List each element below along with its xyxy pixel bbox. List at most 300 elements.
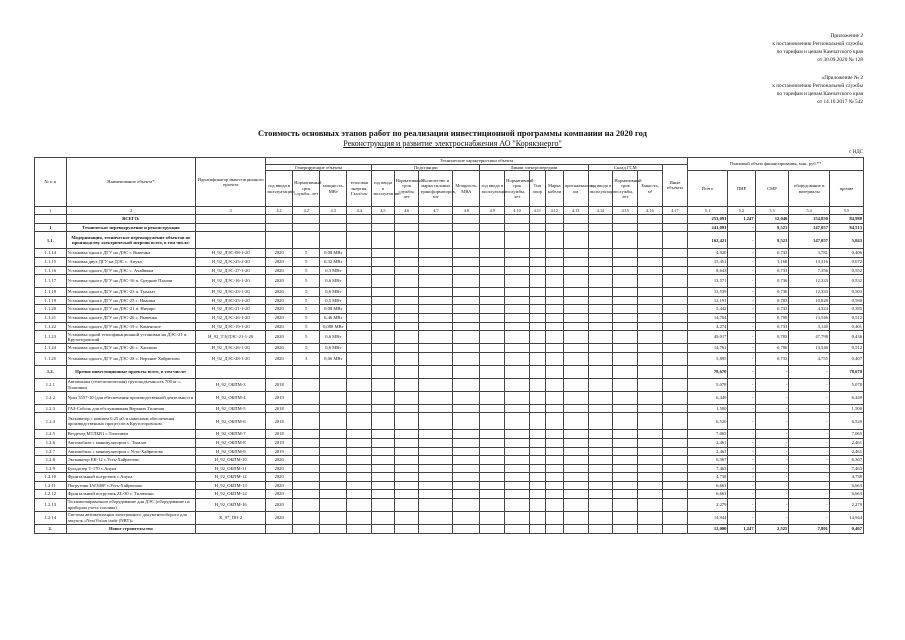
empty-cell	[545, 490, 563, 499]
empty-cell	[529, 525, 545, 534]
finance-value: -	[789, 413, 830, 430]
empty-cell	[419, 313, 453, 322]
finance-value: 4,755	[789, 352, 830, 365]
finance-value: -	[789, 473, 830, 482]
row-number: 1.2.9	[35, 464, 67, 473]
empty-cell	[613, 438, 638, 447]
row-service-life	[293, 223, 320, 232]
column-number: 4.3	[320, 207, 347, 215]
empty-cell	[529, 331, 545, 344]
empty-cell	[505, 438, 530, 447]
empty-cell	[419, 464, 453, 473]
row-service-life	[293, 413, 320, 430]
empty-cell	[453, 490, 480, 499]
empty-cell	[613, 313, 638, 322]
table-row	[35, 499, 864, 512]
finance-value: 0,783	[755, 331, 789, 344]
row-capacity: 0,46 МВт	[320, 313, 347, 322]
finance-value: -	[728, 331, 755, 344]
col-sub-header: протяженность, км	[563, 171, 588, 207]
row-identifier: H_92_ДЭС-25-2-20	[196, 257, 266, 266]
empty-cell	[419, 257, 453, 266]
finance-value: 9,521	[755, 232, 789, 249]
row-name: Фронтальный погрузчик с.Апука	[66, 473, 196, 482]
empty-cell	[529, 512, 545, 525]
table-row	[35, 512, 864, 525]
empty-cell	[529, 456, 545, 465]
empty-cell	[419, 430, 453, 439]
empty-cell	[638, 391, 663, 404]
empty-cell	[662, 512, 687, 525]
empty-cell	[394, 430, 419, 439]
col-sub-header: Всего	[687, 171, 728, 207]
column-number: 5.5	[829, 207, 863, 215]
empty-cell	[347, 322, 372, 331]
empty-cell	[372, 512, 395, 525]
row-capacity: 0,088 МВт	[320, 322, 347, 331]
row-name: Прочие инвестиционные проекты всего, в том числе:	[66, 365, 196, 378]
empty-cell	[394, 322, 419, 331]
column-number: 4.6	[394, 207, 419, 215]
empty-cell	[545, 499, 563, 512]
empty-cell	[394, 344, 419, 353]
empty-cell	[419, 275, 453, 288]
empty-cell	[529, 275, 545, 288]
column-number: 4.7	[419, 207, 453, 215]
header-line: «Приложение № 2	[821, 75, 863, 81]
finance-value: 0,783	[755, 296, 789, 305]
finance-value: -	[755, 391, 789, 404]
finance-value: 14,944	[829, 512, 863, 525]
column-number: 4.4	[347, 207, 372, 215]
col-header-num: № п п	[35, 158, 67, 207]
empty-cell	[505, 365, 530, 378]
column-number: 4.5	[372, 207, 395, 215]
header-line: от 14.10.2017 № 542	[817, 99, 863, 105]
row-capacity	[320, 404, 347, 413]
finance-value: 154,850	[789, 215, 830, 224]
header-line: по тарифам и ценам Камчатского края	[776, 49, 863, 55]
empty-cell	[505, 430, 530, 439]
row-service-life: 5	[293, 249, 320, 258]
empty-cell	[613, 296, 638, 305]
row-service-life	[293, 481, 320, 490]
row-year: 2020	[266, 473, 293, 482]
empty-cell	[453, 391, 480, 404]
empty-cell	[545, 305, 563, 314]
row-identifier	[196, 223, 266, 232]
empty-cell	[453, 322, 480, 331]
empty-cell	[453, 313, 480, 322]
empty-cell	[588, 512, 613, 525]
col-header-id: Идентификатор инвестиционного проекта	[196, 158, 266, 207]
empty-cell	[453, 447, 480, 456]
finance-value: 0,406	[829, 249, 863, 258]
empty-cell	[347, 223, 372, 232]
empty-cell	[545, 473, 563, 482]
row-identifier: H_92_ОБПМ-4	[196, 391, 266, 404]
empty-cell	[545, 464, 563, 473]
row-service-life	[293, 438, 320, 447]
row-capacity: 0,32 МВт	[320, 257, 347, 266]
empty-cell	[588, 365, 613, 378]
empty-cell	[419, 223, 453, 232]
empty-cell	[480, 288, 505, 297]
finance-value: -	[789, 438, 830, 447]
row-identifier	[196, 215, 266, 224]
row-year: 2020	[266, 305, 293, 314]
empty-cell	[588, 344, 613, 353]
empty-cell	[638, 413, 663, 430]
empty-cell	[372, 275, 395, 288]
empty-cell	[419, 322, 453, 331]
empty-cell	[613, 456, 638, 465]
finance-value: 1,168	[755, 257, 789, 266]
finance-value: 10,828	[789, 296, 830, 305]
empty-cell	[638, 481, 663, 490]
empty-cell	[480, 512, 505, 525]
empty-cell	[419, 481, 453, 490]
finance-value: 7,801	[789, 525, 830, 534]
row-year: 2020	[266, 352, 293, 365]
finance-value: -	[728, 275, 755, 288]
empty-cell	[588, 352, 613, 365]
finance-value: 13,571	[687, 275, 728, 288]
finance-value: -	[789, 378, 830, 391]
empty-cell	[662, 365, 687, 378]
empty-cell	[588, 305, 613, 314]
finance-value: 0,407	[829, 352, 863, 365]
empty-cell	[505, 296, 530, 305]
row-identifier	[196, 365, 266, 378]
empty-cell	[453, 215, 480, 224]
finance-value: 12,000	[687, 525, 728, 534]
empty-cell	[638, 365, 663, 378]
empty-cell	[613, 344, 638, 353]
row-year: 2020	[266, 313, 293, 322]
empty-cell	[662, 313, 687, 322]
table-row	[35, 481, 864, 490]
empty-cell	[529, 413, 545, 430]
row-identifier	[196, 232, 266, 249]
empty-cell	[453, 499, 480, 512]
row-number: 1.2.8	[35, 456, 67, 465]
table-row	[35, 352, 864, 365]
empty-cell	[662, 331, 687, 344]
row-capacity	[320, 232, 347, 249]
table-row	[35, 266, 864, 275]
section-row	[35, 525, 864, 534]
empty-cell	[453, 266, 480, 275]
empty-cell	[372, 430, 395, 439]
empty-cell	[419, 378, 453, 391]
empty-cell	[394, 438, 419, 447]
empty-cell	[505, 249, 530, 258]
empty-cell	[613, 378, 638, 391]
col-header-gen: Генерирующие объекты	[266, 164, 372, 171]
empty-cell	[545, 296, 563, 305]
empty-cell	[419, 499, 453, 512]
empty-cell	[394, 525, 419, 534]
empty-cell	[613, 391, 638, 404]
empty-cell	[347, 378, 372, 391]
row-identifier: H_92_ДЭС-21-1-20	[196, 305, 266, 314]
empty-cell	[480, 232, 505, 249]
finance-value: -	[728, 499, 755, 512]
empty-cell	[347, 266, 372, 275]
empty-cell	[480, 456, 505, 465]
empty-cell	[613, 512, 638, 525]
row-service-life: 5	[293, 322, 320, 331]
finance-value: -	[789, 464, 830, 473]
finance-value: 49,017	[687, 331, 728, 344]
empty-cell	[505, 378, 530, 391]
empty-cell	[545, 438, 563, 447]
row-number: 1.1.23	[35, 331, 67, 344]
empty-cell	[662, 404, 687, 413]
row-service-life	[293, 365, 320, 378]
empty-cell	[529, 266, 545, 275]
finance-value: -	[789, 499, 830, 512]
row-name: Установка одного ДГУ на ДЭС-23 п. Тымлат	[66, 288, 196, 297]
row-service-life	[293, 464, 320, 473]
empty-cell	[563, 378, 588, 391]
finance-value: 0,467	[829, 525, 863, 534]
empty-cell	[588, 430, 613, 439]
empty-cell	[563, 257, 588, 266]
empty-cell	[453, 275, 480, 288]
finance-value: 6,663	[687, 481, 728, 490]
empty-cell	[563, 490, 588, 499]
empty-cell	[505, 490, 530, 499]
row-number: 1.1.15	[35, 257, 67, 266]
empty-cell	[529, 490, 545, 499]
empty-cell	[638, 352, 663, 365]
empty-cell	[638, 223, 663, 232]
row-number: 1.1.22	[35, 322, 67, 331]
row-identifier: H_92_ОБПМ-9	[196, 447, 266, 456]
empty-cell	[588, 447, 613, 456]
finance-value: -	[728, 430, 755, 439]
finance-value: 7,463	[829, 464, 863, 473]
table-row	[35, 249, 864, 258]
empty-cell	[453, 232, 480, 249]
empty-cell	[563, 447, 588, 456]
empty-cell	[563, 296, 588, 305]
empty-cell	[480, 352, 505, 365]
empty-cell	[372, 391, 395, 404]
row-year: 2020	[266, 490, 293, 499]
row-year: 2018	[266, 378, 293, 391]
empty-cell	[505, 512, 530, 525]
empty-cell	[505, 331, 530, 344]
empty-cell	[545, 456, 563, 465]
empty-cell	[419, 365, 453, 378]
header-line: по тарифам и ценам Камчатского края	[776, 91, 863, 97]
col-sub-header: Нормативный срок службы, лет	[505, 171, 530, 207]
empty-cell	[529, 464, 545, 473]
finance-value: 3,781	[789, 249, 830, 258]
row-year: 2020	[266, 331, 293, 344]
row-identifier: H_92_ДЭС-25-1-20	[196, 296, 266, 305]
empty-cell	[394, 257, 419, 266]
empty-cell	[529, 288, 545, 297]
row-identifier: H_92_ДЭС-23-1-20	[196, 288, 266, 297]
row-name: Установка одной теплофикационной установки на ДЭС-21 п. Крутогоровский	[66, 331, 196, 344]
empty-cell	[529, 223, 545, 232]
empty-cell	[347, 331, 372, 344]
empty-cell	[480, 413, 505, 430]
empty-cell	[545, 365, 563, 378]
empty-cell	[529, 499, 545, 512]
empty-cell	[419, 512, 453, 525]
empty-cell	[347, 525, 372, 534]
row-identifier: H_92_ТЭ/ДЭС-21-1-20	[196, 331, 266, 344]
empty-cell	[563, 266, 588, 275]
empty-cell	[638, 499, 663, 512]
empty-cell	[505, 232, 530, 249]
row-number: 1.1.16	[35, 266, 67, 275]
empty-cell	[372, 249, 395, 258]
table-row	[35, 322, 864, 331]
empty-cell	[613, 352, 638, 365]
finance-value: 14,944	[687, 512, 728, 525]
row-service-life	[293, 456, 320, 465]
empty-cell	[638, 275, 663, 288]
row-identifier: H_92_ДЭС-26-1-20	[196, 313, 266, 322]
finance-value: -	[789, 447, 830, 456]
empty-cell	[372, 464, 395, 473]
table-row	[35, 344, 864, 353]
empty-cell	[613, 430, 638, 439]
row-capacity	[320, 525, 347, 534]
finance-value: 4,738	[829, 473, 863, 482]
finance-value: -	[728, 391, 755, 404]
empty-cell	[419, 352, 453, 365]
finance-value: -	[728, 288, 755, 297]
empty-cell	[505, 223, 530, 232]
section-row	[35, 232, 864, 249]
row-year: 2018	[266, 404, 293, 413]
empty-cell	[563, 322, 588, 331]
empty-cell	[563, 499, 588, 512]
empty-cell	[662, 391, 687, 404]
empty-cell	[638, 331, 663, 344]
empty-cell	[662, 413, 687, 430]
empty-cell	[638, 305, 663, 314]
empty-cell	[419, 438, 453, 447]
empty-cell	[529, 365, 545, 378]
empty-cell	[613, 525, 638, 534]
empty-cell	[529, 313, 545, 322]
empty-cell	[662, 464, 687, 473]
empty-cell	[505, 288, 530, 297]
col-sub-header: СМР	[755, 171, 789, 207]
empty-cell	[662, 430, 687, 439]
row-year: 2020	[266, 296, 293, 305]
empty-cell	[545, 352, 563, 365]
row-number: 1.2.14	[35, 512, 67, 525]
empty-cell	[638, 215, 663, 224]
row-name: ГАЗ-Соболь для обслуживания Верхних Тиличик	[66, 404, 196, 413]
row-number: 1.1.17	[35, 275, 67, 288]
col-sub-header: тепловая энергия, Гкал/час	[347, 171, 372, 207]
finance-value: 7,356	[789, 266, 830, 275]
col-sub-header: год ввода в эксплуатацию	[480, 171, 505, 207]
row-capacity: 0,08 МВт	[320, 249, 347, 258]
finance-value: -	[728, 512, 755, 525]
empty-cell	[588, 313, 613, 322]
row-service-life: 5	[293, 305, 320, 314]
column-number: 4.16	[638, 207, 663, 215]
finance-value: 6,520	[829, 413, 863, 430]
row-name: Система автоматизации электронного документооборота для закупок «NextVision trade (NВТ)»	[66, 512, 196, 525]
empty-cell	[638, 313, 663, 322]
row-name: Установка одного ДГУ на ДЭС-26 с. Хаилино	[66, 344, 196, 353]
empty-cell	[545, 404, 563, 413]
finance-value: 2,461	[829, 438, 863, 447]
empty-cell	[347, 249, 372, 258]
empty-cell	[372, 223, 395, 232]
row-capacity	[320, 365, 347, 378]
empty-cell	[372, 473, 395, 482]
finance-value: -	[728, 322, 755, 331]
empty-cell	[662, 481, 687, 490]
row-name: Фронтальный погрузчик ZL-30 с. Тиличики	[66, 490, 196, 499]
row-service-life	[293, 391, 320, 404]
empty-cell	[347, 391, 372, 404]
row-year: 2020	[266, 481, 293, 490]
finance-value: 14,764	[687, 313, 728, 322]
finance-value: -	[789, 481, 830, 490]
empty-cell	[505, 413, 530, 430]
table-row	[35, 275, 864, 288]
finance-value: 0,706	[755, 313, 789, 322]
empty-cell	[419, 266, 453, 275]
finance-value: -	[728, 249, 755, 258]
finance-value: -	[755, 378, 789, 391]
empty-cell	[545, 313, 563, 322]
row-identifier: H_92_ДЭС-26-1-20	[196, 344, 266, 353]
row-name: Экскаватор ЕК-12 с.Усть-Хайрюзово	[66, 456, 196, 465]
empty-cell	[545, 223, 563, 232]
col-header-fin: Плановый объем финансирования, млн. руб.**	[687, 158, 863, 171]
finance-value: 7,065	[829, 430, 863, 439]
row-name: Автомобиль с манипулятором с.Усть-Хайрюзово	[66, 447, 196, 456]
row-year	[266, 525, 293, 534]
column-number: 4.11	[529, 207, 545, 215]
row-year: 2020	[266, 464, 293, 473]
empty-cell	[662, 438, 687, 447]
finance-value: 0,512	[829, 344, 863, 353]
row-number: 1.2.12	[35, 490, 67, 499]
empty-cell	[638, 232, 663, 249]
empty-cell	[613, 305, 638, 314]
col-sub-header: прочие	[829, 171, 863, 207]
finance-value: -	[728, 413, 755, 430]
finance-value: -	[755, 365, 789, 378]
empty-cell	[419, 232, 453, 249]
table-row	[35, 296, 864, 305]
empty-cell	[394, 275, 419, 288]
empty-cell	[480, 490, 505, 499]
finance-value: -	[789, 456, 830, 465]
empty-cell	[563, 331, 588, 344]
empty-cell	[563, 352, 588, 365]
finance-value: 0,512	[829, 313, 863, 322]
empty-cell	[638, 266, 663, 275]
column-number: 4.17	[662, 207, 687, 215]
